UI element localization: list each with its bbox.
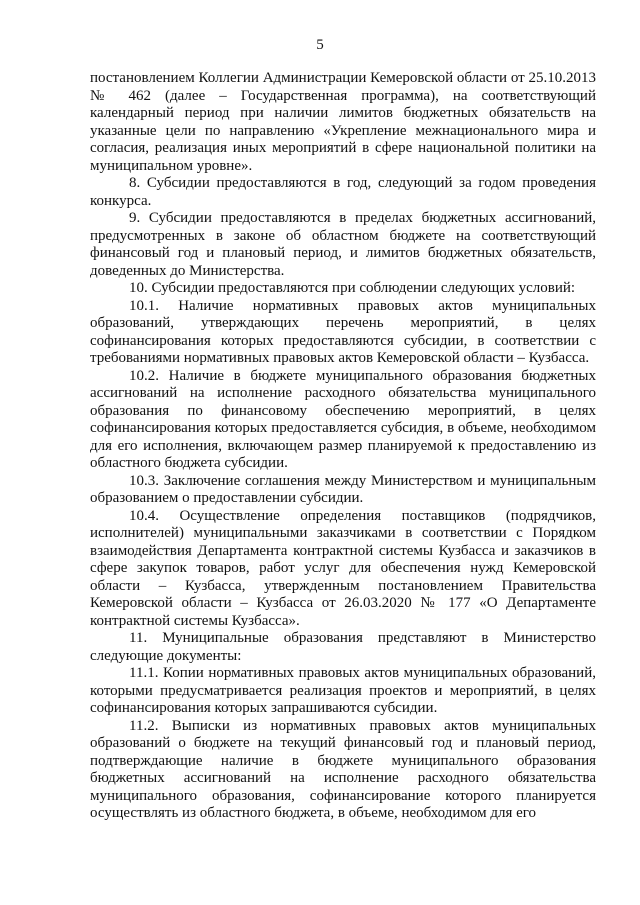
paragraph-item-11: 11. Муниципальные образования представляют в Министерство следующие документы: <box>90 630 596 664</box>
paragraph-item-8: 8. Субсидии предоставляются в год, следующий за годом проведения конкурса. <box>90 175 596 209</box>
paragraph-item-10: 10. Субсидии предоставляются при соблюдении следующих условий: <box>129 280 576 296</box>
paragraph-item-9: 9. Субсидии предоставляются в пределах бюджетных ассигнований, предусмотренных в законе об областном бюджете на соответствующий финансовый год и плановый период, и лимитов бюджетных обязательств, доведенных до Министерства. <box>90 210 596 279</box>
paragraph-item-10-3: 10.3. Заключение соглашения между Министерством и муниципальным образованием о предоставлении субсидии. <box>90 472 596 506</box>
paragraph-continuation: постановлением Коллегии Администрации Кемеровской области от 25.10.2013 № 462 (далее – Государственная программа), на соответствующий календарный период при наличии лимитов бюджетных обязательств на указанные цели по направлению «Укрепление межнационального мира и согласия, реализация иных мероприятий в сфере национальной политики на муниципальном уровне». <box>90 70 596 174</box>
paragraph-item-11-1: 11.1. Копии нормативных правовых актов муниципальных образований, которыми предусматривается реализация проектов и мероприятий, в целях софинансирования которых запрашиваются субсидии. <box>90 665 596 716</box>
page-number: 5 <box>316 37 324 53</box>
paragraph-item-10-1: 10.1. Наличие нормативных правовых актов муниципальных образований, утверждающих перечень мероприятий, в целях софинансирования которых предоставляются субсидии, в соответствии с требованиями нормативных правовых актов Кемеровской области – Кузбасса. <box>90 297 596 366</box>
paragraph-item-11-2: 11.2. Выписки из нормативных правовых актов муниципальных образований о бюджете на текущий финансовый год и плановый период, подтверждающие наличие в бюджете муниципального образования бюджетных ассигнований на исполнение расходного обязательства муниципального образования, софинансирование которого планируется осуществлять из областного бюджета, в объеме, необходимом для его <box>90 717 596 821</box>
document-body <box>90 70 596 823</box>
paragraph-item-10-4: 10.4. Осуществление определения поставщиков (подрядчиков, исполнителей) муниципальными заказчиками в соответствии с Порядком взаимодействия Департамента контрактной системы Кузбасса и заказчиков в сфере закупок товаров, работ услуг для обеспечения нужд Кемеровской области – Кузбасса, утвержденным постановлением Правительства Кемеровской области – Кузбасса от 26.03.2020 № 177 «О Департаменте контрактной системы Кузбасса». <box>90 507 596 629</box>
paragraph-item-10-2: 10.2. Наличие в бюджете муниципального образования бюджетных ассигнований на исполнение расходного обязательства муниципального образования по финансовому обеспечению мероприятий, в целях софинансирования которых предоставляется субсидия, в объеме, необходимом для его исполнения, включающем размер планируемой к предоставлению из областного бюджета субсидии. <box>90 367 596 471</box>
